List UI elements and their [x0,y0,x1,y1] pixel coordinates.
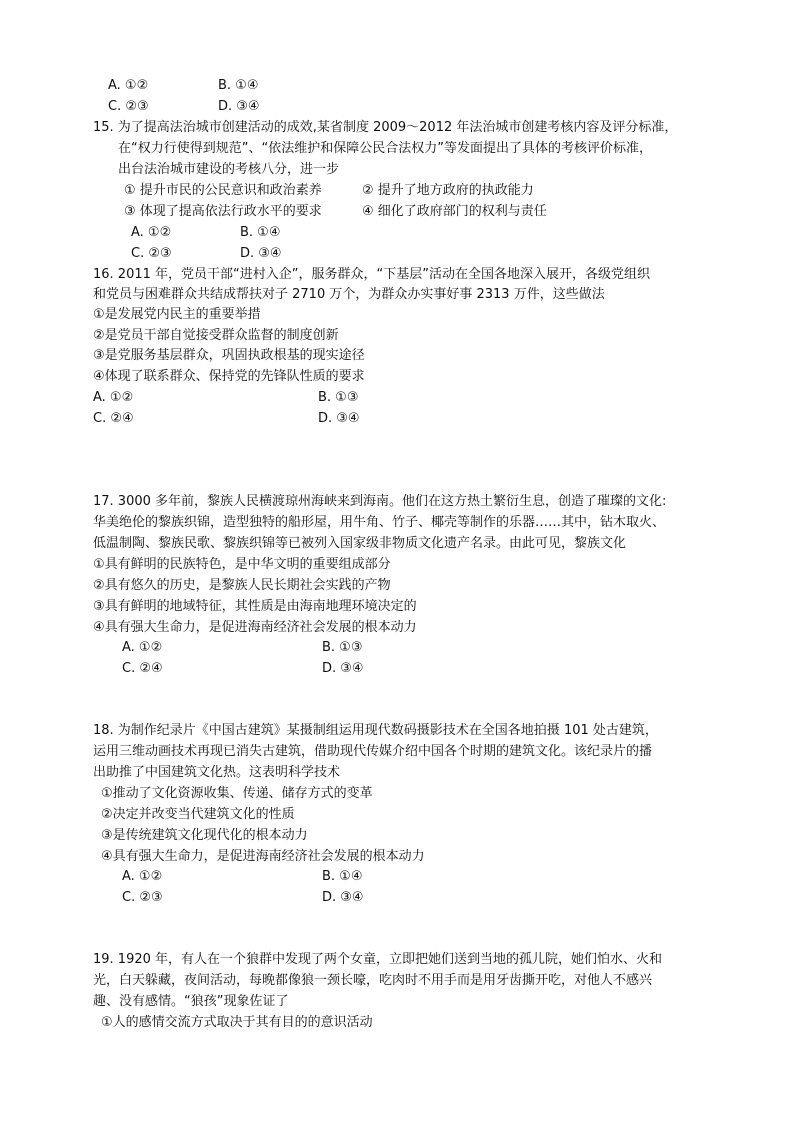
option-b: B. ①④ [322,869,363,884]
question-text: 趣、没有感情。“狼孩”现象佐证了 [93,994,289,1009]
statement-2: ②是党员干部自觉接受群众监督的制度创新 [93,328,339,343]
question-text: 出助推了中国建筑文化热。这表明科学技术 [93,765,341,780]
question-text: 运用三维动画技术再现已消失古建筑，借助现代传媒介绍中国各个时期的建筑文化。该纪录片的播 [93,744,653,759]
option-b: B. ①④ [240,225,281,240]
top-option-d: D. ③④ [218,99,260,114]
statement-4: ④ 细化了政府部门的权利与责任 [362,204,547,219]
option-d: D. ③④ [322,890,364,905]
question-text: 光，白天躲藏，夜间活动，每晚都像狼一颈长嚎，吃肉时不用手而是用牙齿撕开吃，对他人不感兴 [93,973,653,988]
question-text: 19. 1920 年，有人在一个狼群中发现了两个女童，立即把她们送到当地的孤儿院，她们怕水、火和 [93,952,663,967]
question-text: 出台法治城市建设的考核八分，进一步 [118,162,340,177]
statement-1: ① 提升市民的公民意识和政治素养 [124,183,322,198]
top-option-c: C. ②③ [108,99,149,114]
question-text: 18. 为制作纪录片《中国古建筑》某摄制组运用现代数码摄影技术在全国各地拍摄 101 处古建筑， [93,723,658,738]
statement-3: ③是党服务基层群众，巩固执政根基的现实途径 [93,348,365,363]
option-b: B. ①③ [322,640,363,655]
statement-2: ② 提升了地方政府的执政能力 [362,183,534,198]
option-d: D. ③④ [322,661,364,676]
option-c: C. ②④ [122,661,163,676]
option-a: A. ①② [122,869,163,884]
statement-2: ②决定并改变当代建筑文化的性质 [101,807,295,822]
statement-2: ②具有悠久的历史，是黎族人民长期社会实践的产物 [93,578,391,593]
statement-1: ①推动了文化资源收集、传递、储存方式的变革 [101,786,373,801]
option-c: C. ②③ [122,890,163,905]
question-text: 低温制陶、黎族民歌、黎族织锦等已被列入国家级非物质文化遗产名录。由此可见，黎族文化 [93,536,627,551]
statement-3: ③ 体现了提高依法行政水平的要求 [124,204,322,219]
statement-3: ③是传统建筑文化现代化的根本动力 [101,828,308,843]
statement-4: ④具有强大生命力，是促进海南经济社会发展的根本动力 [101,849,425,864]
option-a: A. ①② [131,225,172,240]
statement-4: ④具有强大生命力，是促进海南经济社会发展的根本动力 [93,620,417,635]
option-c: C. ②④ [93,411,134,426]
option-b: B. ①③ [318,390,359,405]
top-option-b: B. ①④ [218,78,259,93]
question-text: 17. 3000 多年前，黎族人民横渡琼州海峡来到海南。他们在这方热土繁衍生息，创造了璀璨的文化: [93,494,667,509]
question-text: 15. 为了提高法治城市创建活动的成效,某省制度 2009～2012 年法治城市创建考核内容及评分标准， [93,120,678,135]
statement-3: ③具有鲜明的地域特征，其性质是由海南地理环境决定的 [93,599,417,614]
top-option-a: A. ①② [108,78,149,93]
statement-1: ①人的感情交流方式取决于其有目的的意识活动 [101,1015,373,1030]
statement-1: ①具有鲜明的民族特色，是中华文明的重要组成部分 [93,557,391,572]
statement-4: ④体现了联系群众、保持党的先锋队性质的要求 [93,369,365,384]
question-text: 和党员与困难群众共结成帮扶对子 2710 万个，为群众办实事好事 2313 万件，这些做法 [93,287,605,302]
question-text: 在“权力行使得到规范”、“依法维护和保障公民合法权力”等发面提出了具体的考核评价标准， [118,141,652,156]
option-a: A. ①② [122,640,163,655]
option-d: D. ③④ [318,411,360,426]
question-text: 16. 2011 年，党员干部“进村入企”，服务群众，“下基层”活动在全国各地深入展开，各级党组织 [93,267,650,282]
statement-1: ①是发展党内民主的重要举措 [93,307,261,322]
option-a: A. ①② [93,390,134,405]
question-text: 华美绝伦的黎族织锦，造型独特的船形屋，用牛角、竹子、椰壳等制作的乐器……其中，钻木取火、 [93,515,666,530]
option-d: D. ③④ [240,246,282,261]
option-c: C. ②③ [131,246,172,261]
